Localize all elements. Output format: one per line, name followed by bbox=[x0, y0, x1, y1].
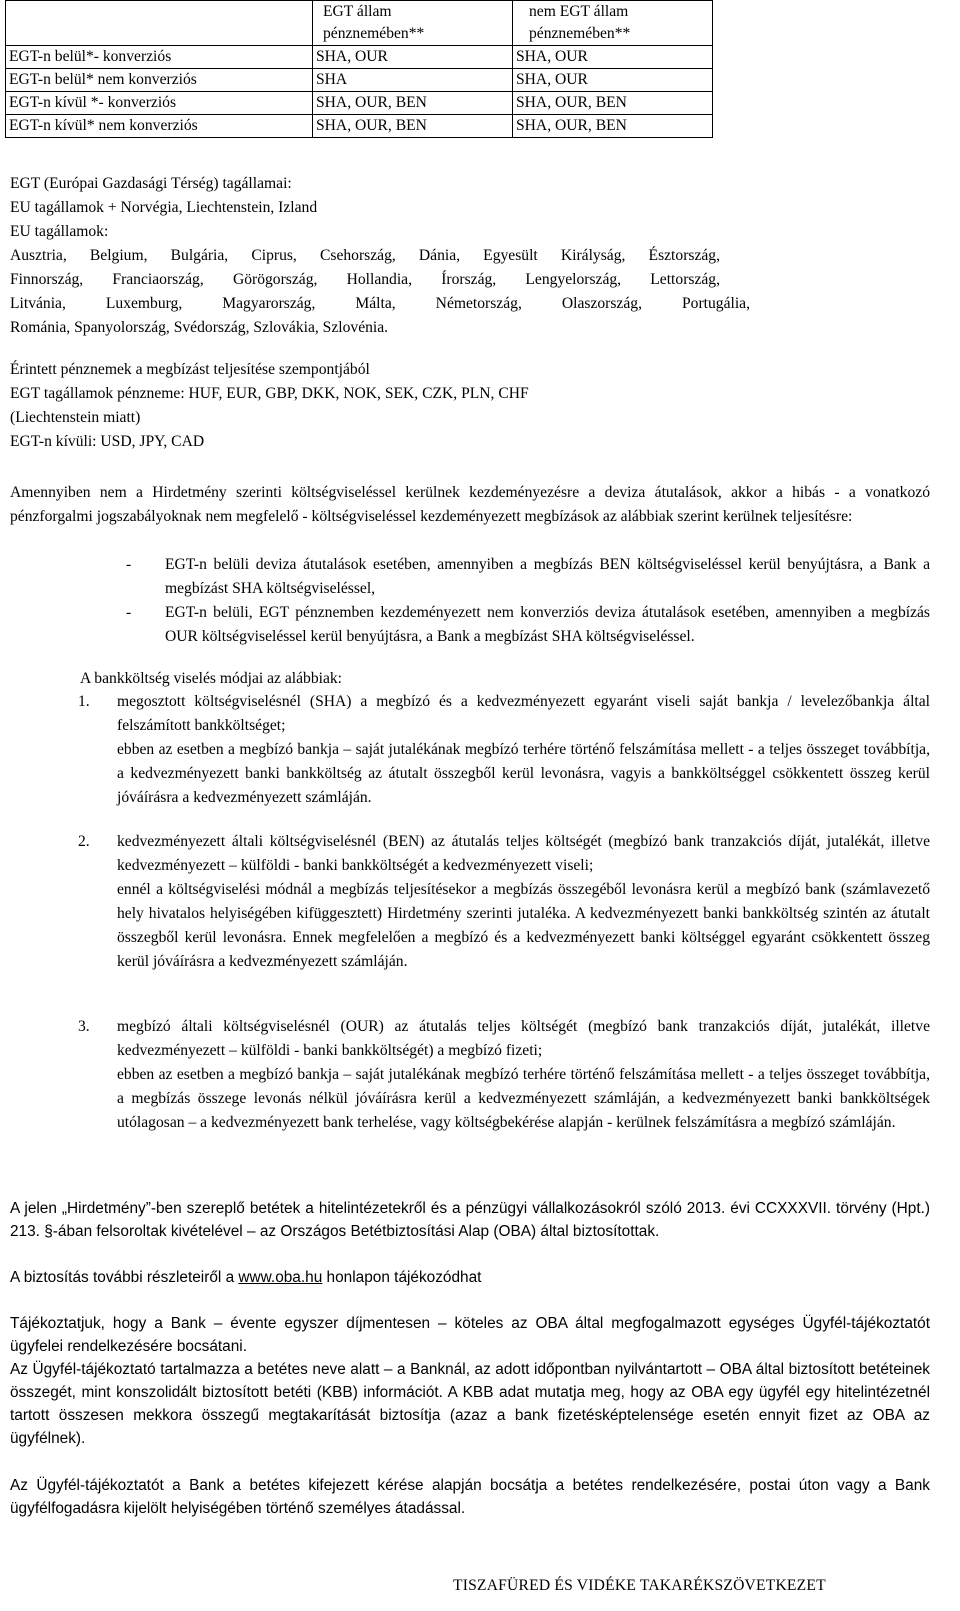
egt-member-states bbox=[10, 172, 930, 340]
oba-paragraph-2: Tájékoztatjuk, hogy a Bank – évente egyszer díjmentesen – köteles az OBA által megfogalmazott egységes Ügyfél-tájékoztatót ügyfelei rendelkezésére bocsátani. bbox=[10, 1315, 930, 1355]
oba-link-line bbox=[10, 1266, 930, 1289]
table-cell: SHA, OUR bbox=[513, 46, 713, 69]
fee-intro-paragraph: Amennyiben nem a Hirdetmény szerinti költségviseléssel kerülnek kezdeményezésre a deviza átutalások, akkor a hibás - a vonatkozó pénzforgalmi jogszabályoknak nem megfelelő - költségviseléssel kezdeményezett megbízások az alábbiak szerint kerülnek teljesítésre: bbox=[10, 484, 930, 525]
header-line: nem EGT állam bbox=[529, 3, 629, 20]
table-row bbox=[6, 46, 713, 69]
egt-heading: EGT (Európai Gazdasági Térség) tagállamai: bbox=[10, 175, 292, 192]
eu-countries-line: Finnország, Franciaország, Görögország, Hollandia, Írország, Lengyelország, Lettország, bbox=[10, 271, 720, 288]
table-header-row bbox=[6, 1, 713, 46]
item-continuation: ebben az esetben a megbízó bankja – saját jutalékának megbízó terhére történő felszámítása mellett - a teljes összeget továbbítja, a megbízás összege levonás nélkül jóváírásra kerül a kedvezményezett számláján, a kedvezményezett banki bankköltségek utólagosan – a kedvezményezett bank terhelése, vagy költségbekérése alapján - kerülnek felszámításra a megbízó számláján. bbox=[117, 1066, 930, 1131]
item-main-text: megosztott költségviselésnél (SHA) a megbízó és a kedvezményezett egyaránt viseli saját bankja / levelezőbankja által felszámított bankköltséget; bbox=[117, 693, 930, 734]
eu-countries-line: Litvánia, Luxemburg, Magyarország, Málta, Németország, Olaszország, Portugália, bbox=[10, 295, 750, 312]
eu-heading: EU tagállamok: bbox=[10, 223, 109, 240]
dash-bullet: - bbox=[126, 556, 132, 573]
eu-countries-line: Románia, Spanyolország, Svédország, Szlovákia, Szlovénia. bbox=[10, 319, 389, 336]
header-line: EGT állam bbox=[323, 3, 392, 20]
item-text bbox=[117, 1015, 930, 1135]
eu-countries-line: Ausztria, Belgium, Bulgária, Ciprus, Csehország, Dánia, Egyesült Királyság, Észtország, bbox=[10, 247, 720, 264]
footer-institution-name: TISZAFÜRED ÉS VIDÉKE TAKARÉKSZÖVETKEZET bbox=[453, 1577, 826, 1594]
link-prefix: A biztosítás további részleteiről a bbox=[10, 1269, 239, 1286]
currency-heading: Érintett pénznemek a megbízást teljesítése szempontjából bbox=[10, 361, 370, 378]
dash-item-text: EGT-n belüli deviza átutalások esetében, amennyiben a megbízás BEN költségviseléssel kerül benyújtásra, a Bank a megbízást SHA költségviseléssel, bbox=[165, 556, 930, 597]
table-cell: SHA bbox=[313, 69, 513, 92]
table-cell: EGT-n kívül* nem konverziós bbox=[6, 115, 313, 138]
dash-item-text: EGT-n belüli, EGT pénznemben kezdeményezett nem konverziós deviza átutalások esetében, amennyiben a megbízás OUR költségviseléssel kerül benyújtásra, a Bank a megbízást SHA költségviseléssel. bbox=[165, 604, 930, 645]
currency-line: EGT tagállamok pénzneme: HUF, EUR, GBP, DKK, NOK, SEK, CZK, PLN, CHF bbox=[10, 385, 529, 402]
item-number: 2. bbox=[78, 833, 90, 850]
currency-line: (Liechtenstein miatt) bbox=[10, 409, 141, 426]
cost-bearing-table bbox=[5, 0, 713, 138]
table-cell: SHA, OUR bbox=[513, 69, 713, 92]
oba-website-link[interactable]: www.oba.hu bbox=[238, 1269, 323, 1286]
item-main-text: kedvezményezett általi költségviselésnél (BEN) az átutalás teljes költségét (megbízó bank tranzakciós díját, jutalékát, illetve kedvezményezett – külföldi - banki bankköltségét a kedvezményezett viseli; bbox=[117, 833, 930, 874]
currency-section bbox=[10, 358, 930, 454]
dash-bullet: - bbox=[126, 604, 132, 621]
item-text bbox=[117, 690, 930, 810]
item-text bbox=[117, 830, 930, 974]
table-cell: SHA, OUR, BEN bbox=[313, 92, 513, 115]
egt-line: EU tagállamok + Norvégia, Liechtenstein, Izland bbox=[10, 199, 318, 216]
table-row bbox=[6, 69, 713, 92]
table-row bbox=[6, 92, 713, 115]
table-header-empty bbox=[6, 1, 313, 46]
table-header-non-egt bbox=[513, 1, 713, 46]
oba-paragraph-1: A jelen „Hirdetmény”-ben szereplő betétek a hitelintézetekről és a pénzügyi vállalkozásokról szóló 2013. évi CCXXXVII. törvény (Hpt.) 213. §-ában felsoroltak kivételével – az Országos Betétbiztosítási Alap (OBA) által biztosítottak. bbox=[10, 1200, 930, 1240]
table-cell: SHA, OUR, BEN bbox=[513, 115, 713, 138]
item-main-text: megbízó általi költségviselésnél (OUR) az átutalás teljes költségét (megbízó bank tranzakciós díját, jutalékát, illetve kedvezményezett – külföldi - banki bankköltségét) a megbízó fizeti; bbox=[117, 1018, 930, 1059]
item-number: 1. bbox=[78, 693, 90, 710]
item-continuation: ebben az esetben a megbízó bankja – saját jutalékának megbízó terhére történő felszámítása mellett - a teljes összeget továbbítja, a kedvezményezett banki bankköltség az átutalt összegből kerül levonásra, vagyis a bankköltséggel csökkentett összeg kerül jóváírásra a kedvezményezett számláján. bbox=[117, 741, 930, 806]
table-cell: SHA, OUR, BEN bbox=[513, 92, 713, 115]
oba-paragraph-3: Az Ügyfél-tájékoztató tartalmazza a betétes neve alatt – a Banknál, az adott időpontban nyilvántartott – OBA által biztosított betéteinek összegét, mint konszolidált biztosított betéti (KBB) információt. A KBB adat mutatja meg, hogy az OBA egy ügyfél egy hitelintézetnél tartott összesen mekkora összegű megtakarítását biztosítja (azaz a bank fizetésképtelensége esetén ennyit fizet az OBA az ügyfélnek). bbox=[10, 1361, 930, 1447]
item-number: 3. bbox=[78, 1018, 90, 1035]
header-line: pénznemében** bbox=[529, 25, 631, 42]
oba-paragraph-4: Az Ügyfél-tájékoztatót a Bank a betétes kifejezett kérése alapján bocsátja a betétes rendelkezésére, postai úton vagy a Bank ügyfélfogadásra kijelölt helyiségében történő személyes átadással. bbox=[10, 1477, 930, 1517]
modes-title: A bankköltség viselés módjai az alábbiak: bbox=[80, 670, 342, 687]
header-line: pénznemében** bbox=[323, 25, 425, 42]
link-suffix: honlapon tájékozódhat bbox=[322, 1269, 482, 1286]
table-row bbox=[6, 115, 713, 138]
table-cell: SHA, OUR bbox=[313, 46, 513, 69]
table-header-egt bbox=[313, 1, 513, 46]
table-cell: EGT-n belül*- konverziós bbox=[6, 46, 313, 69]
item-continuation: ennél a költségviselési módnál a megbízás teljesítésekor a megbízás összegéből levonásra kerül a megbízó bank (számlavezető hely hivatalos helyiségében kifüggesztett) Hirdetmény szerinti jutaléka. A kedvezményezett banki bankköltség szintén az átutalt összegből kerül levonásra. Ennek megfelelően a megbízó és a kedvezményezett banki költséggel egyaránt csökkentett összeg kerül jóváírásra a kedvezményezett számláján. bbox=[117, 881, 930, 970]
table-cell: EGT-n kívül *- konverziós bbox=[6, 92, 313, 115]
table-cell: EGT-n belül* nem konverziós bbox=[6, 69, 313, 92]
table-cell: SHA, OUR, BEN bbox=[313, 115, 513, 138]
currency-line: EGT-n kívüli: USD, JPY, CAD bbox=[10, 433, 205, 450]
